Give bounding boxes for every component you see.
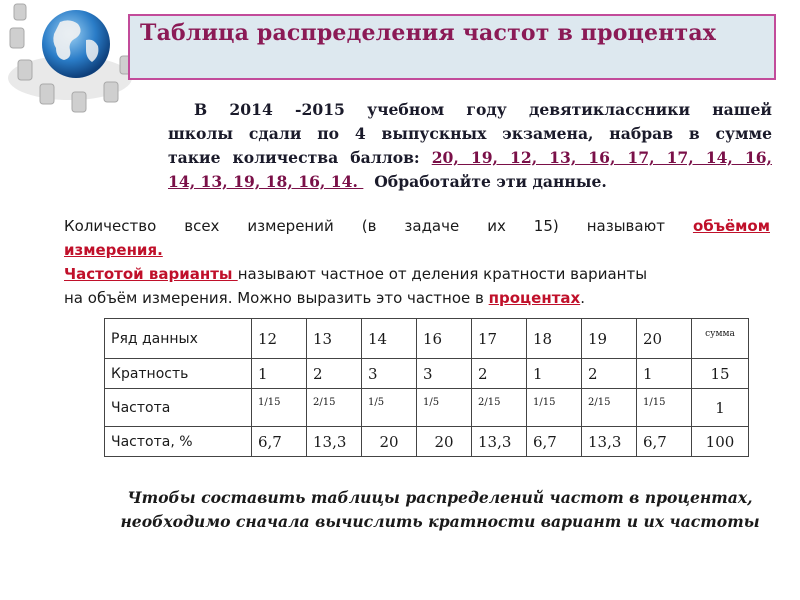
table-cell: 13,3 [307, 427, 362, 457]
frequency-term: Частотой варианты [64, 265, 238, 283]
footer-line-1: Чтобы составить таблицы распределений частот в процентах, [127, 488, 753, 507]
table-cell: 2 [307, 359, 362, 389]
table-cell: 2/15 [307, 389, 362, 427]
table-cell: 3 [417, 359, 472, 389]
scores-line-1: 20, 19, 12, 13, 16, 17, 17, 14, 16, [431, 148, 772, 167]
table-cell: 16 [417, 319, 472, 359]
sum-cell: 1 [692, 389, 749, 427]
row-label: Частота, % [105, 427, 252, 457]
table-cell: 2/15 [582, 389, 637, 427]
volume-term-2: измерения. [64, 241, 163, 259]
row-label: Частота [105, 389, 252, 427]
intro-paragraph [168, 98, 772, 194]
frequency-text: называют частное от деления кратности варианты [237, 265, 648, 283]
table-cell: 12 [252, 319, 307, 359]
volume-text: Количество всех измерений (в задаче их 15) называют [64, 217, 693, 235]
table-cell: 1/5 [362, 389, 417, 427]
volume-term-1: объёмом [692, 217, 770, 235]
percent-term: процентах [488, 289, 581, 307]
table-cell: 6,7 [637, 427, 692, 457]
table-cell: 1/15 [527, 389, 582, 427]
sum-cell: 15 [692, 359, 749, 389]
intro-line-2: школы сдали по 4 выпускных экзамена, набрав в сумме [168, 124, 772, 143]
table-cell: 19 [582, 319, 637, 359]
table-cell: 1 [527, 359, 582, 389]
period: . [580, 289, 585, 307]
table-cell: 18 [527, 319, 582, 359]
table-cell: 1 [637, 359, 692, 389]
row-label: Кратность [105, 359, 252, 389]
definitions-paragraph [64, 214, 770, 310]
table-cell: 1 [252, 359, 307, 389]
table-row [105, 427, 749, 457]
table-cell: 20 [637, 319, 692, 359]
table-cell: 2 [472, 359, 527, 389]
table-cell: 17 [472, 319, 527, 359]
table-cell: 3 [362, 359, 417, 389]
table-cell: 20 [362, 427, 417, 457]
footer-note [60, 486, 800, 534]
title-banner [128, 14, 776, 80]
instruction-text: Обработайте эти данные. [374, 172, 607, 191]
table-row [105, 359, 749, 389]
globe-logo-icon [0, 0, 140, 120]
table-cell: 13,3 [472, 427, 527, 457]
table-row [105, 319, 749, 359]
table-cell: 2 [582, 359, 637, 389]
footer-line-2: необходимо сначала вычислить кратности вариант и их частоты [120, 512, 760, 531]
sum-cell: 100 [692, 427, 749, 457]
table-row [105, 389, 749, 427]
table-cell: 13,3 [582, 427, 637, 457]
table-cell: 13 [307, 319, 362, 359]
table-cell: 6,7 [527, 427, 582, 457]
intro-line-1: В 2014 -2015 учебном году девятиклассники нашей [194, 100, 772, 119]
table-cell: 14 [362, 319, 417, 359]
table-cell: 20 [417, 427, 472, 457]
frequency-table [104, 318, 749, 457]
table-cell: 2/15 [472, 389, 527, 427]
sum-header: сумма [692, 319, 749, 359]
table-cell: 1/15 [637, 389, 692, 427]
intro-line-3: такие количества баллов: [168, 148, 432, 167]
frequency-text-2: на объём измерения. Можно выразить это частное в [64, 289, 489, 307]
table-cell: 6,7 [252, 427, 307, 457]
page-title: Таблица распределения частот в процентах [140, 20, 717, 46]
table-cell: 1/5 [417, 389, 472, 427]
scores-line-2: 14, 13, 19, 18, 16, 14. [168, 172, 364, 191]
row-label: Ряд данных [105, 319, 252, 359]
table-cell: 1/15 [252, 389, 307, 427]
